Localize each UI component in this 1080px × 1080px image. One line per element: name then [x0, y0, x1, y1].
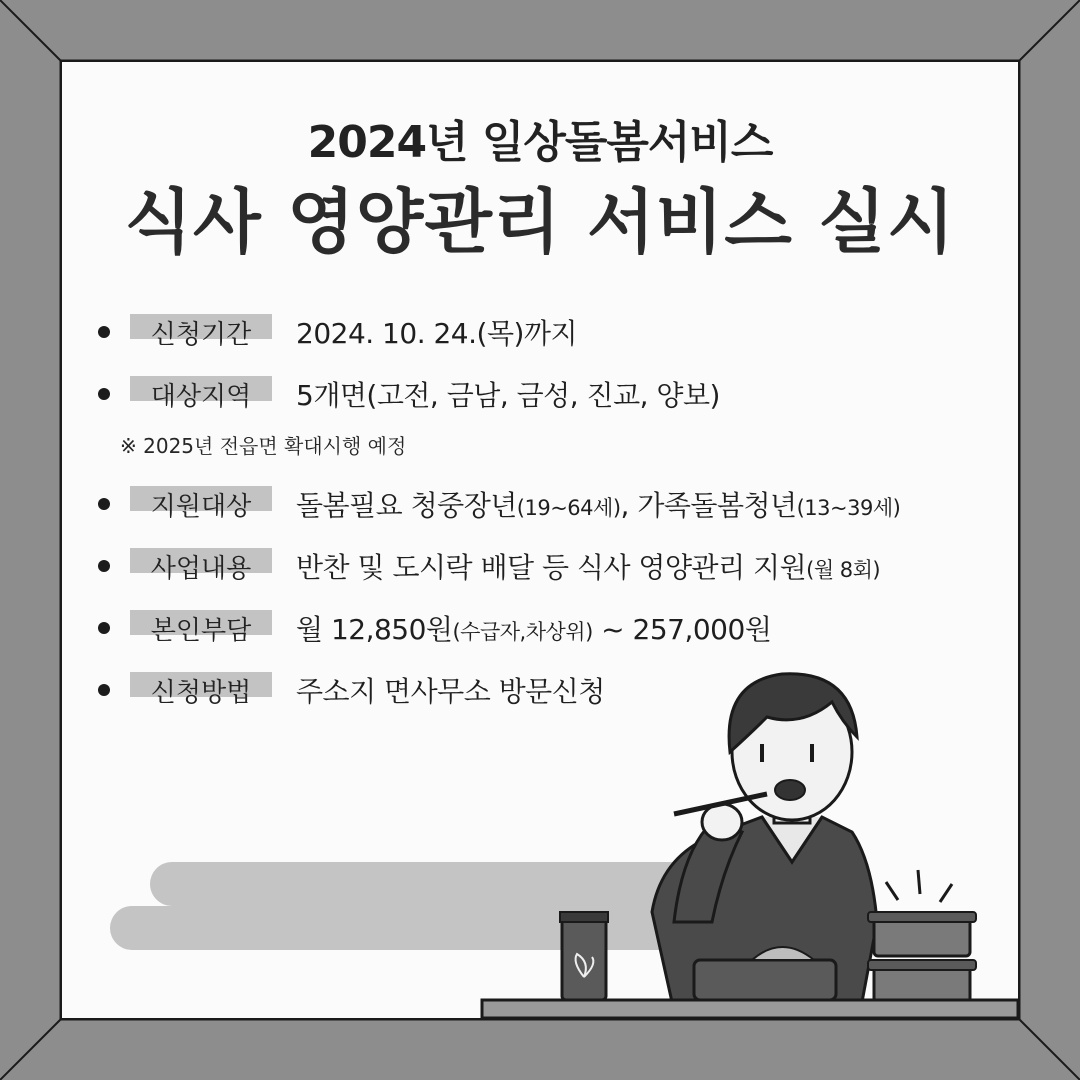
item-value: 주소지 면사무소 방문신청 [296, 675, 605, 708]
jar [562, 917, 606, 1000]
bullet-icon [98, 622, 110, 634]
bullet-icon [98, 326, 110, 338]
list-item-method [98, 666, 605, 714]
list-item-target [98, 480, 900, 528]
item-label: 지원대상 [130, 484, 272, 524]
bullet-icon [98, 560, 110, 572]
list-item-region [98, 370, 720, 418]
person-eating-meal-illustration [62, 62, 1018, 1018]
item-value: 돌봄필요 청중장년(19~64세), 가족돌봄청년(13~39세) [296, 489, 901, 522]
item-label: 대상지역 [130, 374, 272, 414]
item-value: 월 12,850원(수급자,차상위) ~ 257,000원 [296, 613, 772, 646]
bullet-icon [98, 684, 110, 696]
hand [702, 804, 742, 840]
bullet-icon [98, 388, 110, 400]
list-item-period [98, 308, 577, 356]
item-label: 본인부담 [130, 608, 272, 648]
item-value: 2024. 10. 24.(목)까지 [296, 317, 578, 350]
content-panel [62, 62, 1018, 1018]
table-shelf [482, 1000, 1018, 1018]
item-label: 신청기간 [130, 312, 272, 352]
lunchbox [694, 960, 836, 1000]
item-value: 반찬 및 도시락 배달 등 식사 영양관리 지원(월 8회) [296, 551, 881, 584]
title-line-1: 2024년 일상돌봄서비스 [307, 117, 773, 168]
item-label: 신청방법 [130, 670, 272, 710]
list-item-content [98, 542, 880, 590]
item-value: 5개면(고전, 금남, 금성, 진교, 양보) [296, 379, 720, 412]
title-line-2: 식사 영양관리 서비스 실시 [124, 181, 956, 263]
note-text: ※ 2025년 전읍면 확대시행 예정 [120, 434, 407, 458]
item-label: 사업내용 [130, 546, 272, 586]
list-item-cost [98, 604, 771, 652]
bullet-icon [98, 498, 110, 510]
